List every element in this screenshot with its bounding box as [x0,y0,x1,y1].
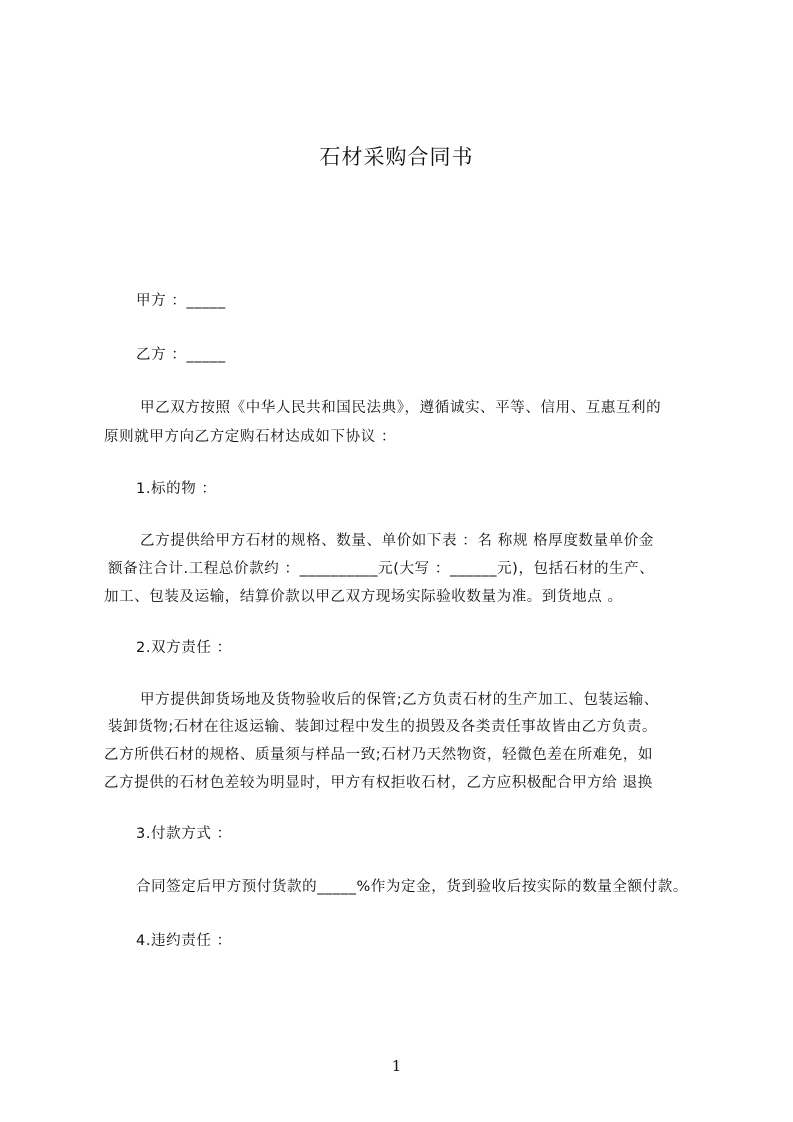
document-title: 石材采购合同书 [319,145,474,169]
page-number: 1 [391,1057,402,1075]
section-4-heading: 4.违约责任 ： [136,933,232,949]
party-a-line: 甲方 ：_____ [136,293,226,309]
section-3-heading: 3.付款方式 ： [136,826,232,842]
section-2-heading: 2.双方责任 ： [136,640,232,656]
party-b-line: 乙方 ：_____ [136,347,226,363]
section-1-line-3: 加工、包装及运输，结算价款以甲乙双方现场实际验收数量为准。到货地点 。 [104,589,623,605]
section-2-line-2: 装卸货物;石材在往返运输、装卸过程中发生的损毁及各类责任事故皆由乙方负责。 [108,719,658,735]
section-3-line-1: 合同签定后甲方预付货款的_____%作为定金，货到验收后按实际的数量全额付款。 [136,879,688,895]
section-2-line-1: 甲方提供卸货场地及货物验收后的保管;乙方负责石材的生产加工、包装运输、 [140,692,659,708]
section-1-line-1: 乙方提供给甲方石材的规格、数量、单价如下表 ：名 称规 格厚度数量单价金 [140,533,654,549]
section-2-line-4: 乙方提供的石材色差较为明显时，甲方有权拒收石材，乙方应积极配合甲方给 退换 [104,775,653,791]
intro-line-1: 甲乙双方按照《中华人民共和国民法典》，遵循诚实、平等、信用、互惠互利的 [140,400,662,416]
intro-line-2: 原则就甲方向乙方定购石材达成如下协议 ： [104,429,397,445]
section-1-line-2: 额备注合计.工程总价款约 ：__________元(大写 ：______元)，包括石材的生产、 [108,561,655,577]
section-2-line-3: 乙方所供石材的规格、质量须与样品一致;石材乃天然物资，轻微色差在所难免，如 [104,747,654,763]
section-1-heading: 1.标的物 ： [136,481,217,497]
